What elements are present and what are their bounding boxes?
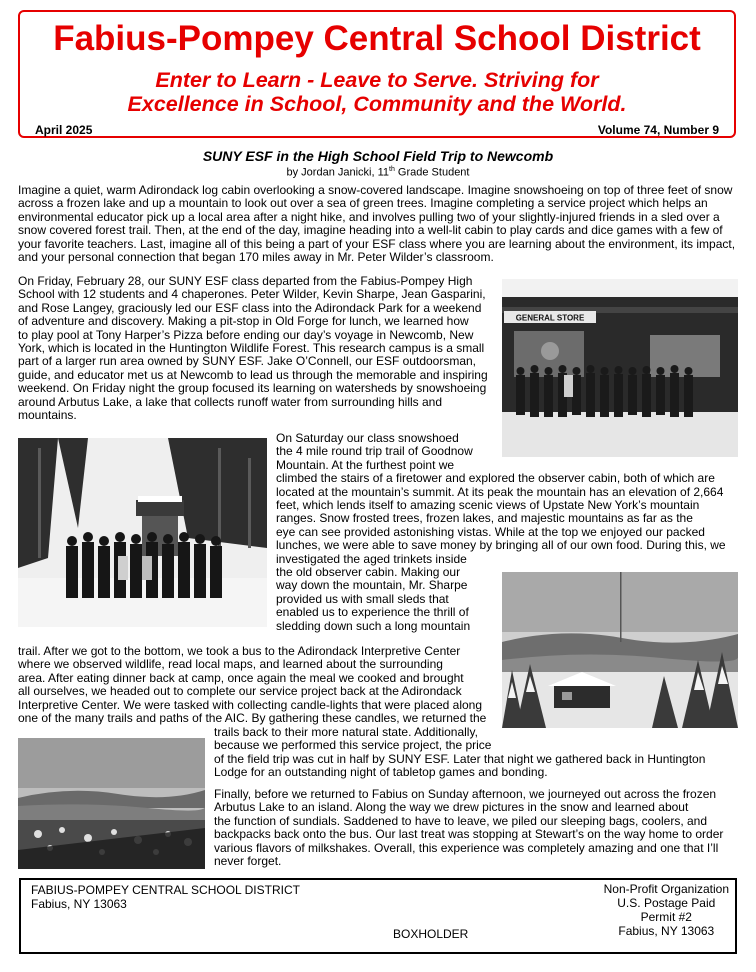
text-line: York, which is located in the Huntington Wildlife Forest. This research campus is a small bbox=[18, 341, 485, 356]
photo-general-store-group bbox=[502, 279, 738, 457]
text-line: trail. After we got to the bottom, we took a bus to the Adirondack Interpretive Center bbox=[18, 644, 461, 658]
text-line: On Saturday our class snowshoed bbox=[276, 431, 459, 445]
text-line: of the field trip was cut in half by SUNY ESF. Later that night we gathered back in Huntington bbox=[214, 751, 706, 766]
return-org-name: FABIUS-POMPEY CENTRAL SCHOOL DISTRICT bbox=[31, 883, 300, 897]
text-line: your favorite teachers. Last, imagine all of this being a part of your ESF class where you are learning about the environment, its impact, bbox=[18, 236, 736, 251]
byline-ordinal: th bbox=[389, 166, 395, 173]
paragraph-saturday-c bbox=[214, 726, 738, 780]
byline-name: by Jordan Janicki, 11 bbox=[286, 166, 390, 179]
newsletter-title: Fabius-Pompey Central School District bbox=[53, 19, 701, 58]
text-line: backpacks back onto the bus. Our last treat was stopping at Stewart’s on the way home to order bbox=[214, 827, 724, 842]
text-line: climbed the stairs of a firetower and explored the observer cabin, both of which are bbox=[276, 471, 715, 486]
paragraph-friday bbox=[18, 275, 498, 422]
text-line: the old observer cabin. Making our bbox=[276, 565, 461, 580]
photo-general-store-image bbox=[502, 279, 738, 457]
text-line: part of a larger run area owned by SUNY ESF. Jake O’Connell, our ESF outdoorsman, bbox=[18, 354, 477, 369]
text-line: all ourselves, we headed out to complete our service project back at the Adirondack bbox=[18, 684, 462, 699]
text-line: Arbutus Lake to an island. Along the way we drew pictures in the snow and learned about bbox=[214, 800, 689, 815]
return-city: Fabius, NY 13063 bbox=[31, 897, 127, 911]
text-line: weekend. On Friday night the group focused its learning on watersheds by snowshoeing bbox=[18, 381, 487, 396]
text-line: ranges. Snow frosted trees, frozen lakes, and majestic mountains as far as the bbox=[276, 511, 693, 526]
text-line: provided us with small sleds that bbox=[276, 591, 449, 606]
article-byline bbox=[0, 163, 756, 180]
text-line: environmental educator pick up a local area after a night hike, and involves pulling two of your slightly-injured friends in a sled over a bbox=[18, 209, 720, 224]
text-line: lunches, we were able to save money by bringing all of our own food. During this, we bbox=[276, 538, 726, 553]
mailing-panel bbox=[19, 878, 737, 954]
article-headline: SUNY ESF in the High School Field Trip to Newcomb bbox=[202, 148, 554, 164]
postage-line-2: U.S. Postage Paid bbox=[617, 896, 716, 910]
text-line: guide, and educator met us at Newcomb to lead us through the memorable and inspiring bbox=[18, 367, 488, 382]
paragraph-intro bbox=[18, 184, 738, 264]
text-line: and Rose Langey, graciously led our ESF class into the Adirondack Park for a weekend bbox=[18, 300, 482, 315]
text-line: various flavors of milkshakes. Overall, this experience was completely amazing and one that I’ll bbox=[214, 840, 719, 855]
paragraph-saturday-b bbox=[18, 645, 498, 725]
text-line: area. After eating dinner back at camp, once again the meal we cooked and brought bbox=[18, 670, 464, 685]
issue-date: April 2025 bbox=[35, 123, 93, 137]
text-line: to play pool at Tony Harper’s Pizza before ending our day’s voyage in Newcomb, New bbox=[18, 327, 474, 342]
text-line: because we performed this service project, the price bbox=[214, 738, 492, 753]
text-line: of adventure and discovery. Making a pit-stop in Old Forge for lunch, we learned how bbox=[18, 314, 469, 329]
text-line: investigated the aged trinkets inside bbox=[276, 551, 467, 566]
text-line: enabled us to experience the thrill of bbox=[276, 605, 469, 620]
motto-line-2: Excellence in School, Community and the World. bbox=[127, 92, 627, 116]
store-sign-text: GENERAL STORE bbox=[515, 313, 585, 323]
photo-summit-cabin bbox=[502, 572, 738, 728]
text-line: the function of sundials. Saddened to have to leave, we piled our sleeping bags, coolers, and bbox=[214, 813, 708, 828]
photo-snow-trail-group bbox=[18, 438, 267, 627]
text-line: located at the mountain’s summit. At its peak the mountain has an elevation of 2,664 bbox=[276, 484, 724, 499]
text-line: never forget. bbox=[214, 854, 282, 869]
text-line: feet, which lends itself to amazing scenic views of Upstate New York’s mountain bbox=[276, 498, 700, 513]
text-line: On Friday, February 28, our SUNY ESF class departed from the Fabius-Pompey High bbox=[18, 274, 473, 288]
text-line: where we observed wildlife, read local maps, and learned about the surrounding bbox=[18, 657, 443, 672]
text-line: sledding down such a long mountain bbox=[276, 618, 471, 633]
text-line: one of the many trails and paths of the AIC. By gathering these candles, we returned the bbox=[18, 711, 487, 726]
photo-mountain-vista-image bbox=[18, 738, 205, 869]
text-line: around Arbutus Lake, a lake that collects runoff water from surrounding hills and bbox=[18, 394, 443, 409]
text-line: trails back to their more natural state. Additionally, bbox=[214, 725, 478, 739]
text-line: Imagine a quiet, warm Adirondack log cabin overlooking a snow-covered landscape. Imagine snowshoeing on top of three feet of snow bbox=[18, 183, 733, 197]
postage-indicia bbox=[604, 882, 729, 938]
postage-line-1: Non-Profit Organization bbox=[603, 882, 729, 896]
photo-summit-cabin-image bbox=[502, 572, 738, 728]
text-line: Lodge for an outstanding night of tabletop games and bonding. bbox=[214, 765, 548, 780]
text-line: across a frozen lake and up a mountain to look out over a sea of green trees. Imagine completing a service project which helps an bbox=[18, 196, 708, 211]
paragraph-sunday bbox=[214, 788, 738, 868]
text-line: mountains. bbox=[18, 408, 77, 423]
text-line: the 4 mile round trip trail of Goodnow bbox=[276, 444, 473, 459]
postage-line-3: Permit #2 bbox=[640, 910, 692, 924]
byline-grade: Grade Student bbox=[394, 166, 470, 179]
motto-line-1: Enter to Learn - Leave to Serve. Striving for bbox=[155, 68, 599, 92]
issue-volume: Volume 74, Number 9 bbox=[597, 123, 719, 137]
recipient-label: BOXHOLDER bbox=[393, 927, 469, 941]
text-line: and your personal connection that began 170 miles away in Mr. Peter Wilder’s classroom. bbox=[18, 250, 494, 265]
postage-line-4: Fabius, NY 13063 bbox=[618, 924, 715, 938]
photo-snow-trail-image bbox=[18, 438, 267, 627]
return-address bbox=[31, 883, 300, 911]
text-line: snow covered forest trail. Then, at the end of the day, imagine heading into a well-lit cabin to play cards and dice games with a few of bbox=[18, 223, 723, 238]
text-line: Interpretive Center. We were tasked with collecting candle-lights that were placed along bbox=[18, 697, 483, 712]
text-line: School with 12 students and 4 chaperones. Peter Wilder, Kevin Sharpe, Jean Gasparini, bbox=[18, 287, 486, 302]
text-line: Mountain. At the furthest point we bbox=[276, 457, 455, 472]
masthead bbox=[18, 10, 736, 138]
motto bbox=[20, 68, 734, 116]
text-line: Finally, before we returned to Fabius on Sunday afternoon, we journeyed out across the frozen bbox=[214, 787, 717, 801]
photo-mountain-vista bbox=[18, 738, 205, 869]
text-line: eye can see provided astonishing vistas. While at the top we enjoyed our packed bbox=[276, 524, 705, 539]
text-line: way down the mountain, Mr. Sharpe bbox=[276, 578, 468, 593]
